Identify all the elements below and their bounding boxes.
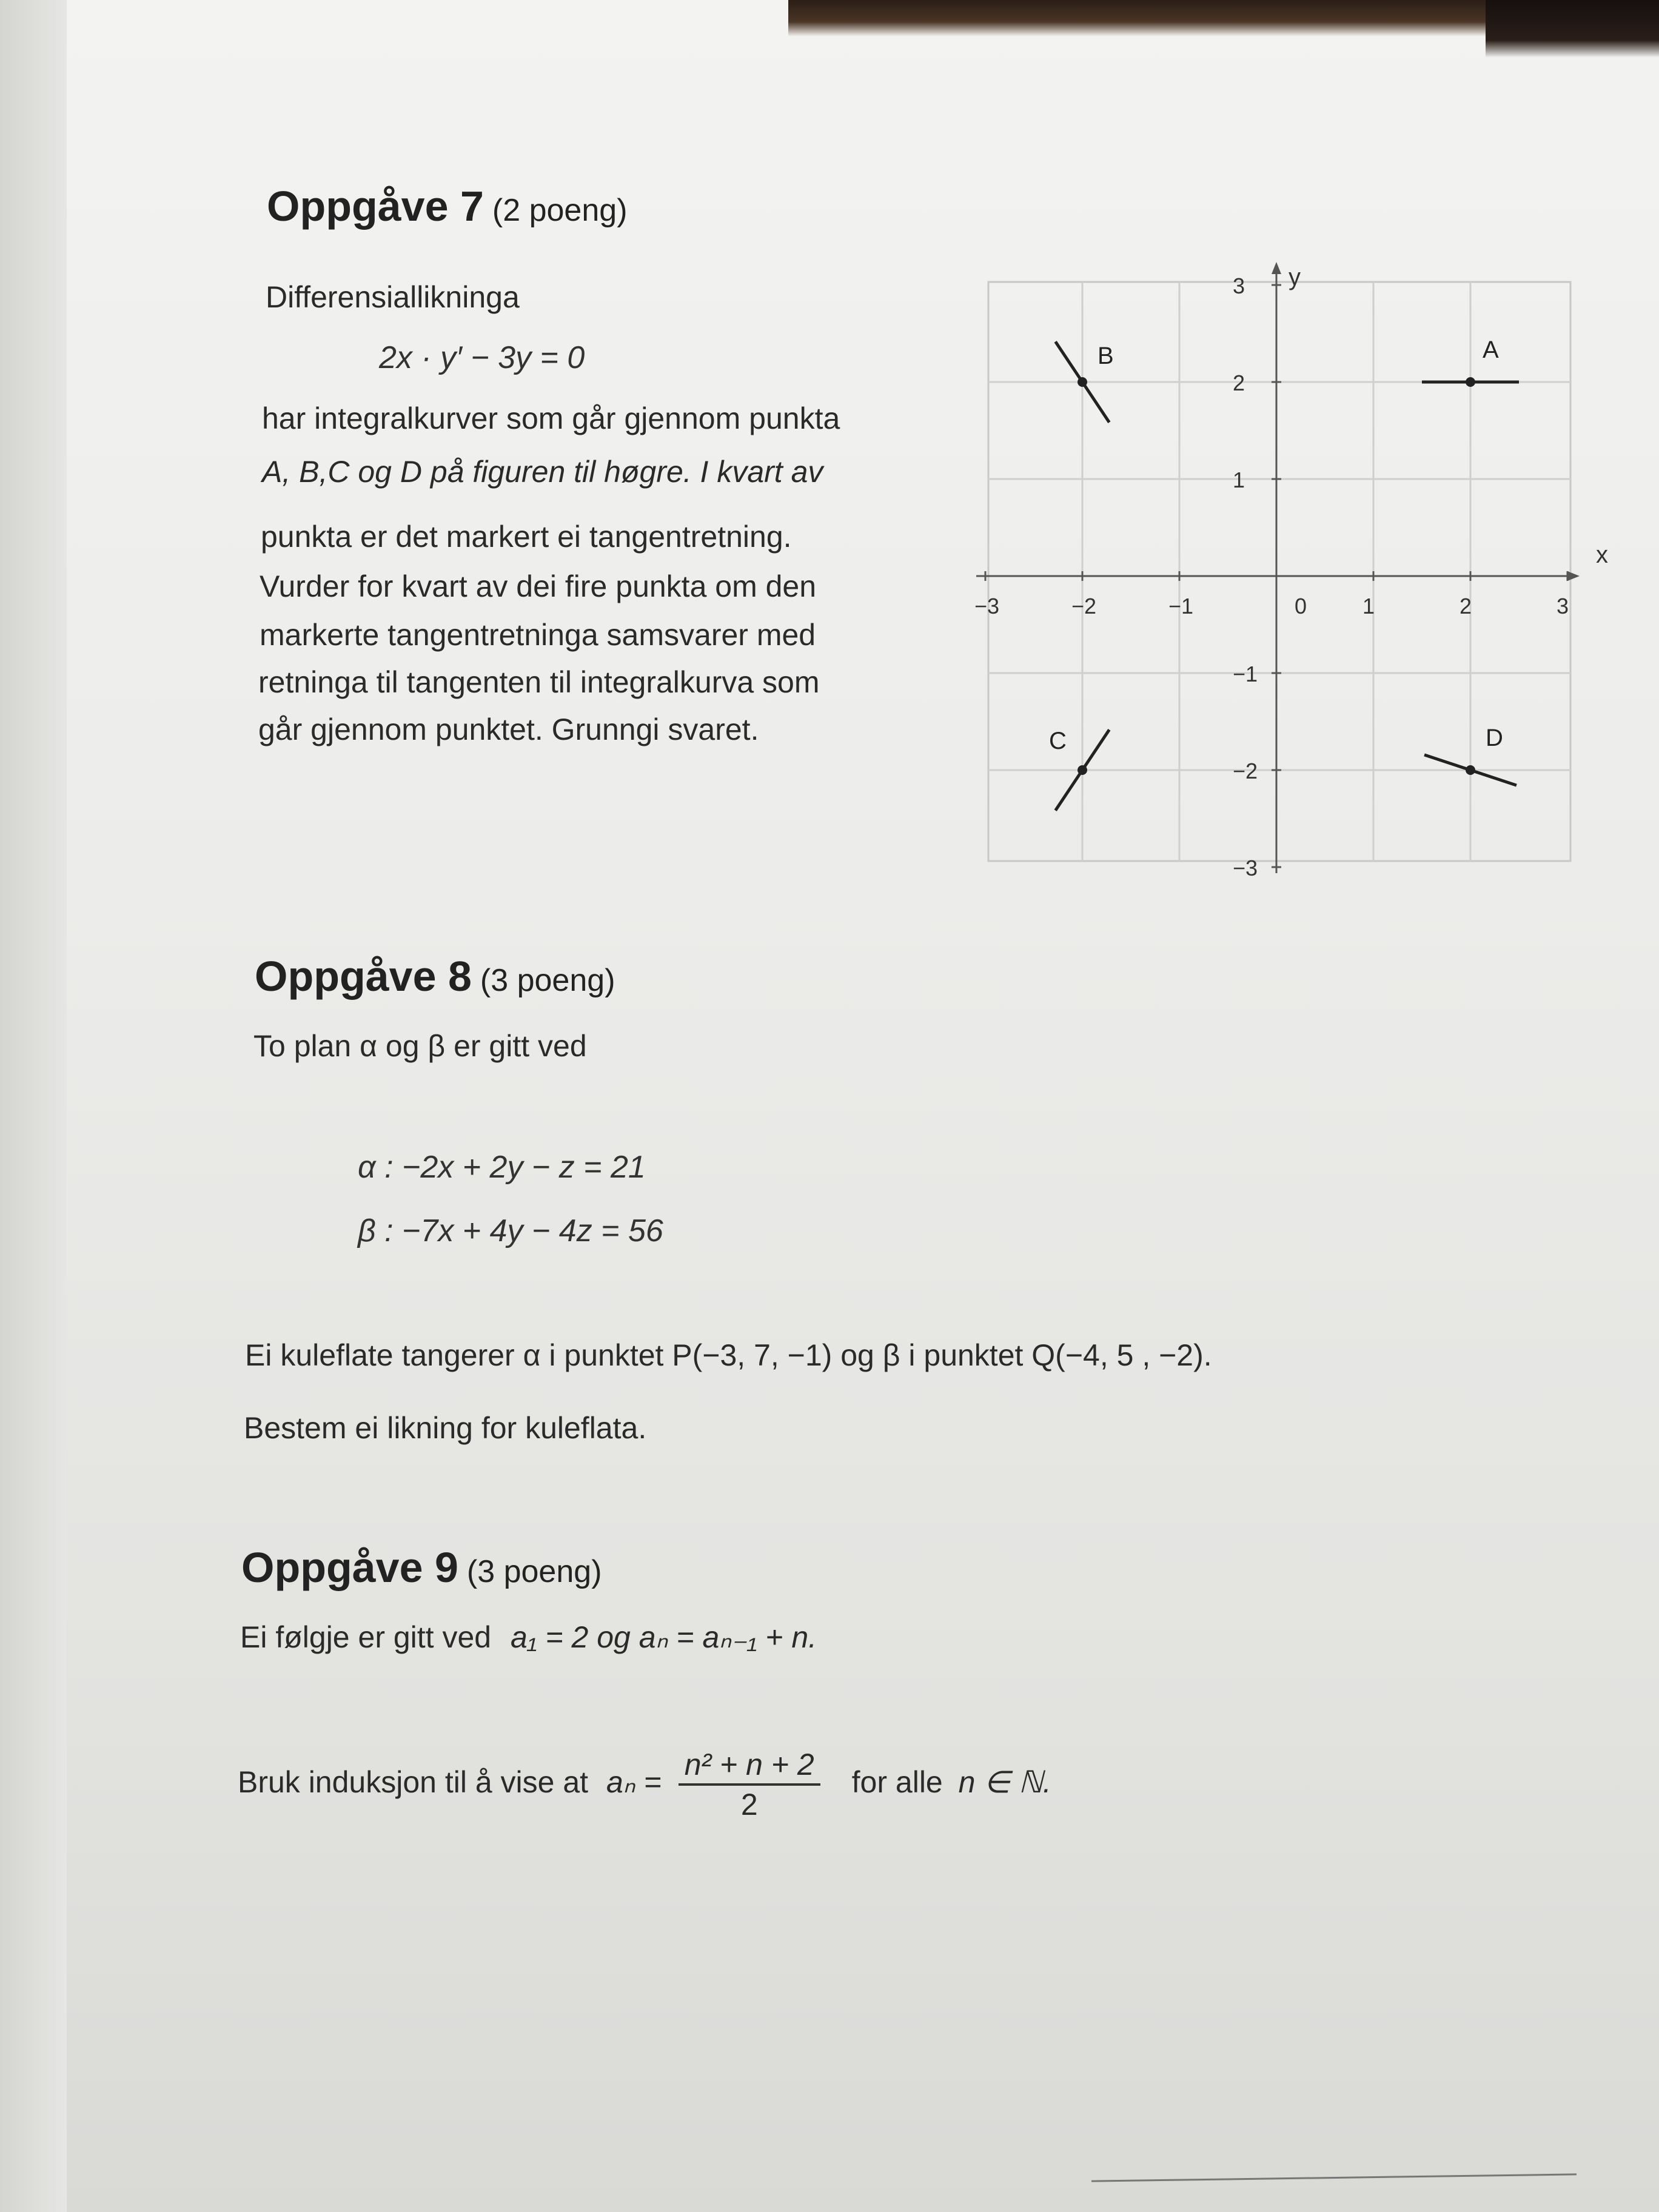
task7-line1: Differensiallikninga [266,280,520,314]
point-label-B: B [1098,343,1114,369]
task9-p2-suffix: for alle [851,1765,943,1800]
task9-title: Oppgåve 9 [241,1544,458,1591]
task9-fraction-numerator: n² + n + 2 [679,1749,820,1786]
task7-p2: A, B,C og D på figuren til høgre. I kvart av [262,455,823,489]
y-axis-label: y [1289,264,1301,290]
x-tick-label: −1 [1168,594,1194,618]
task8-p1: Ei kuleflate tangerer α i punktet P(−3, 7, −1) og β i punktet Q(−4, 5 , −2). [245,1338,1212,1372]
x-tick-label: 2 [1460,594,1472,618]
task7-equation: 2x · y′ − 3y = 0 [379,340,585,375]
x-axis-arrow [1567,571,1580,581]
task9-fraction-denominator: 2 [740,1788,758,1822]
x-tick-label: 3 [1557,594,1569,618]
task7-p6: retninga til tangenten til integralkurva som [258,665,820,699]
task8-points: (3 poeng) [480,963,615,998]
top-shadow-corner [1486,0,1659,58]
page-left-edge [0,0,67,2212]
task8-alpha-equation: α : −2x + 2y − z = 21 [358,1150,646,1185]
task9-p2-lhs: aₙ = [606,1765,662,1800]
point-C [1078,765,1087,775]
task9-p1 [240,1616,817,1658]
y-tick-label: −1 [1233,662,1258,686]
x-tick-label: −3 [974,594,1000,618]
task7-p5: markerte tangentretninga samsvarer med [260,618,816,652]
y-tick-label: 3 [1233,273,1245,298]
task9-p2-prefix: Bruk induksjon til å vise at [238,1765,589,1800]
point-label-D: D [1486,725,1503,751]
y-tick-label: 1 [1233,468,1245,492]
task7-points: (2 poeng) [492,193,628,228]
task9-points: (3 poeng) [466,1554,602,1589]
task9-p1-prefix: Ei følgje er gitt ved [240,1620,492,1654]
y-axis-arrow [1272,262,1281,274]
x-tick-label: 0 [1295,594,1307,618]
y-tick-label: −2 [1233,759,1258,783]
task8-heading [255,952,615,1000]
task9-p1-math: a₁ = 2 og aₙ = aₙ₋₁ + n. [510,1620,817,1654]
task8-p2: Bestem ei likning for kuleflata. [244,1411,647,1445]
task7-p3: punkta er det markert ei tangentretning. [261,520,792,554]
point-D [1466,765,1475,775]
x-axis-label: x [1596,541,1608,568]
point-label-A: A [1483,337,1499,363]
tangent-field-figure [970,255,1608,880]
task7-p4: Vurder for kvart av dei fire punkta om den [260,569,817,603]
x-tick-label: 1 [1362,594,1375,618]
task8-title: Oppgåve 8 [255,953,472,1000]
task7-heading [267,182,628,230]
task7-p1: har integralkurver som går gjennom punkta [262,401,840,435]
task8-beta-equation: β : −7x + 4y − 4z = 56 [358,1213,663,1248]
point-B [1078,377,1087,387]
point-label-C: C [1049,728,1067,754]
x-tick-label: −2 [1071,594,1097,618]
task9-heading [241,1543,602,1592]
point-A [1466,377,1475,387]
y-tick-label: −3 [1233,856,1258,880]
task8-intro: To plan α og β er gitt ved [253,1029,587,1063]
task7-title: Oppgåve 7 [267,183,484,230]
task7-p7: går gjennom punktet. Grunngi svaret. [258,712,759,746]
task9-fraction [679,1749,820,1820]
task9-p2 [238,1749,1051,1820]
task9-p2-set: n ∈ ℕ. [958,1765,1051,1800]
footer-rule [1091,2173,1577,2182]
y-tick-label: 2 [1233,370,1245,395]
